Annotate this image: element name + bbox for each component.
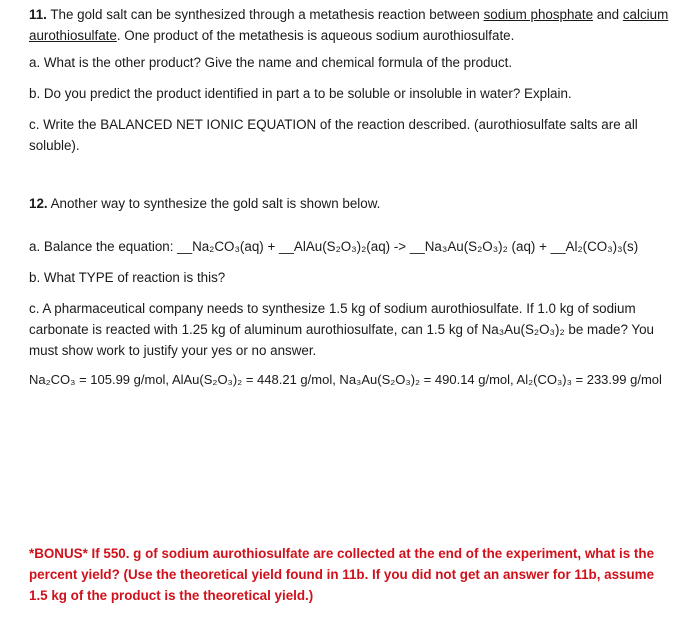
reaction-arrow: ->	[390, 239, 410, 254]
formula-al2co3: Al₂(CO₃)₃(s)	[565, 239, 639, 254]
q12-intro: 12. Another way to synthesize the gold salt is shown below.	[29, 196, 381, 211]
q12-part-b: b. What TYPE of reaction is this?	[29, 270, 226, 285]
formula-alau-s2o3: AlAu(S₂O₃)₂(aq)	[293, 239, 391, 254]
molar-masses: Na₂CO₃ = 105.99 g/mol, AlAu(S₂O₃)₂ = 448.21 g/mol, Na₃Au(S₂O₃)₂ = 490.14 g/mol, Al₂(CO₃)₃ = 233.99 g/mol	[29, 372, 662, 387]
q11-part-c: c. Write the BALANCED NET IONIC EQUATION of the reaction described. (aurothiosulfate salts are all soluble).	[29, 117, 638, 153]
blank-coefficient: __	[550, 239, 566, 254]
formula-na2co3: Na₂CO₃(aq)	[192, 239, 264, 254]
formula-na3au-s2o3: Na₃Au(S₂O₃)₂ (aq)	[424, 239, 536, 254]
blank-coefficient: __	[177, 239, 193, 254]
q12-number: 12.	[29, 196, 48, 211]
q11-number: 11.	[29, 7, 47, 22]
q12-part-c: c. A pharmaceutical company needs to synthesize 1.5 kg of sodium aurothiosulfate. If 1.0 kg of sodium carbonate is reacted with 1.25 kg of aluminum aurothiosulfate, can 1.5 kg of Na₃Au(S₂O₃)₂ be made? You must show work to justify your yes or no answer.	[29, 301, 655, 358]
q11-part-b: b. Do you predict the product identified in part a to be soluble or insoluble in water? Explain.	[29, 86, 572, 101]
formula-na3au-s2o3: Na₃Au(S₂O₃)₂	[481, 322, 565, 337]
q11-intro: 11. The gold salt can be synthesized through a metathesis reaction between sodium phosphate and calcium aurothiosulfate. One product of the metathesis is aqueous sodium aurothiosulfate.	[29, 7, 669, 43]
reactant-sodium-phosphate: sodium phosphate	[483, 7, 594, 22]
blank-coefficient: __	[279, 239, 294, 254]
q11-part-a: a. What is the other product? Give the name and chemical formula of the product.	[29, 55, 513, 70]
bonus-question: *BONUS* If 550. g of sodium aurothiosulfate are collected at the end of the experiment, what is the percent yield? (Use the theoretical yield found in 11b. If you did not get an answer for 11b, assume 1.5 kg of the product is the theoretical yield.)	[29, 546, 655, 603]
reactant-calcium-aurothiosulfate: calcium aurothiosulfate	[29, 7, 669, 43]
q12-part-a-equation: a. Balance the equation: __Na₂CO₃(aq) + __AlAu(S₂O₃)₂(aq) -> __Na₃Au(S₂O₃)₂ (aq) + __Al₂(CO₃)₃(s)	[29, 239, 639, 254]
blank-coefficient: __	[409, 239, 425, 254]
